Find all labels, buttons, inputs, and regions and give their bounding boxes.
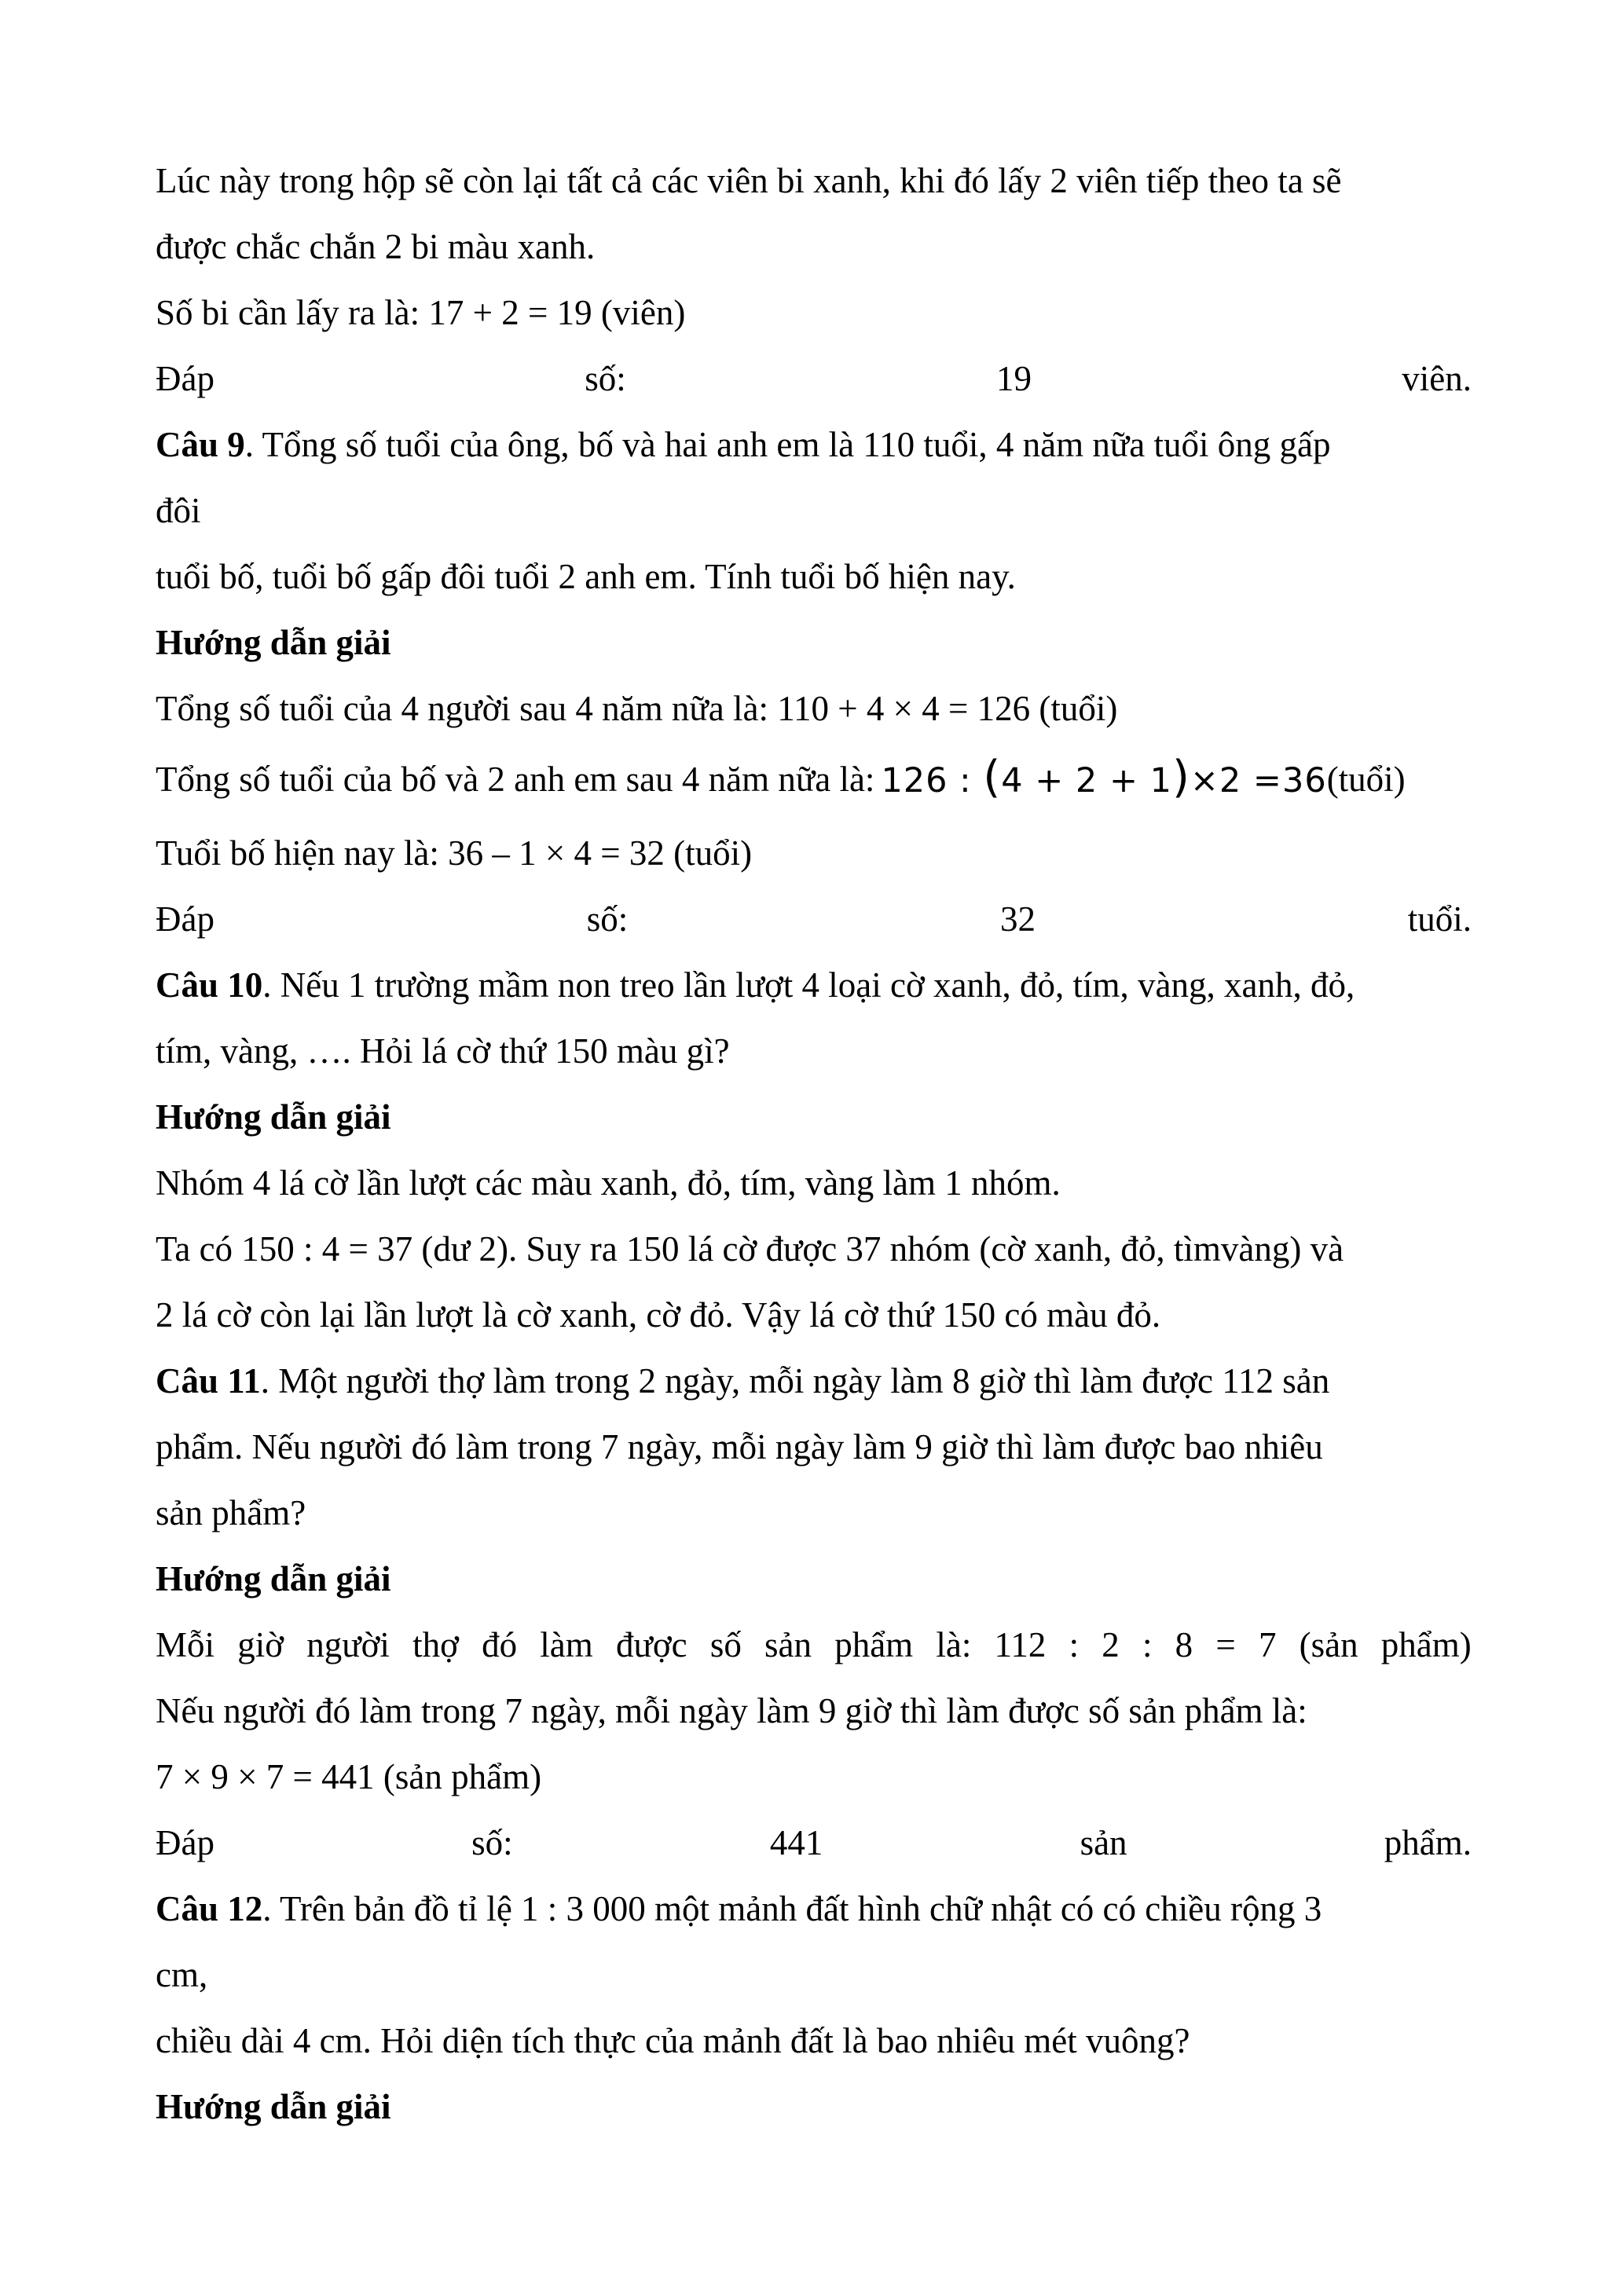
formula-line [156, 742, 1472, 820]
solution-heading: Hướng dẫn giải [156, 1559, 391, 1598]
answer-word: 441 [769, 1823, 823, 1862]
word: (sản [1299, 1625, 1358, 1664]
word: 7 [1258, 1625, 1277, 1664]
word: 2 [1102, 1625, 1120, 1664]
question-label: Câu 9 [156, 425, 245, 464]
paragraph-line: tuổi bố, tuổi bố gấp đôi tuổi 2 anh em. Tính tuổi bố hiện nay. [156, 557, 1016, 596]
word: thợ [412, 1625, 459, 1664]
word: được [615, 1625, 687, 1664]
justified-line [156, 1612, 1472, 1678]
answer-word: Đáp [156, 899, 214, 939]
paragraph-line: Lúc này trong hộp sẽ còn lại tất cả các viên bi xanh, khi đó lấy 2 viên tiếp theo ta sẽ [156, 161, 1342, 200]
question-9 [156, 412, 1472, 478]
solution-heading: Hướng dẫn giải [156, 623, 391, 662]
document-body [156, 148, 1472, 2140]
paragraph-line: Tuổi bố hiện nay là: 36 – 1 × 4 = 32 (tuổi) [156, 833, 753, 873]
answer-word: tuổi. [1407, 899, 1472, 939]
question-label: Câu 12 [156, 1889, 263, 1928]
paragraph-line: Ta có 150 : 4 = 37 (dư 2). Suy ra 150 lá cờ được 37 nhóm (cờ xanh, đỏ, tìmvàng) và [156, 1229, 1344, 1269]
question-text: . Nếu 1 trường mầm non treo lần lượt 4 loại cờ xanh, đỏ, tím, vàng, xanh, đỏ, [262, 965, 1355, 1005]
question-10 [156, 952, 1472, 1018]
paragraph-line: 2 lá cờ còn lại lần lượt là cờ xanh, cờ đỏ. Vậy lá cờ thứ 150 có màu đỏ. [156, 1295, 1161, 1335]
answer-word: số: [586, 899, 629, 939]
formula-part: 4 + 2 + 1 [1001, 761, 1173, 800]
word: người [306, 1625, 390, 1664]
answer-line [156, 346, 1472, 412]
word: : [1069, 1625, 1080, 1664]
answer-line [156, 886, 1472, 952]
formula-paren: ) [1172, 752, 1190, 803]
word: Mỗi [156, 1625, 215, 1664]
word: là: [936, 1625, 972, 1664]
question-text: . Một người thợ làm trong 2 ngày, mỗi ngày làm 8 giờ thì làm được 112 sản [260, 1361, 1330, 1401]
question-text: . Tổng số tuổi của ông, bố và hai anh em là 110 tuổi, 4 năm nữa tuổi ông gấp [244, 425, 1331, 464]
paragraph-line: sản phẩm? [156, 1493, 306, 1532]
formula-lead-text: Tổng số tuổi của bố và 2 anh em sau 4 năm nữa là: [156, 760, 875, 799]
word: : [1142, 1625, 1153, 1664]
paragraph-line: đôi [156, 491, 201, 530]
paragraph-line: cm, [156, 1955, 208, 1994]
paragraph-line: Nhóm 4 lá cờ lần lượt các màu xanh, đỏ, tím, vàng làm 1 nhóm. [156, 1163, 1061, 1203]
question-label: Câu 10 [156, 965, 263, 1005]
paragraph-line: Tổng số tuổi của 4 người sau 4 năm nữa là: 110 + 4 × 4 = 126 (tuổi) [156, 689, 1118, 728]
word: số [709, 1625, 742, 1664]
formula-unit: (tuổi) [1326, 760, 1406, 799]
word: sản [764, 1625, 812, 1664]
word: phẩm [834, 1625, 914, 1664]
paragraph-line: Số bi cần lấy ra là: 17 + 2 = 19 (viên) [156, 293, 686, 332]
question-12 [156, 1876, 1472, 1942]
paragraph-line: được chắc chắn 2 bi màu xanh. [156, 227, 596, 266]
answer-word: sản [1080, 1823, 1127, 1862]
answer-word: Đáp [156, 359, 214, 398]
question-label: Câu 11 [156, 1361, 261, 1401]
solution-heading: Hướng dẫn giải [156, 1097, 391, 1137]
formula-paren: ( [983, 752, 1002, 803]
answer-word: số: [471, 1823, 513, 1862]
formula-part: ×2 =36 [1190, 761, 1327, 800]
question-11 [156, 1348, 1472, 1414]
word: giờ [237, 1625, 284, 1664]
formula-part: 126 : [881, 761, 984, 800]
word: làm [540, 1625, 593, 1664]
paragraph-line: chiều dài 4 cm. Hỏi diện tích thực của mảnh đất là bao nhiêu mét vuông? [156, 2021, 1190, 2060]
answer-line [156, 1810, 1472, 1876]
paragraph-line: Nếu người đó làm trong 7 ngày, mỗi ngày làm 9 giờ thì làm được số sản phẩm là: [156, 1691, 1307, 1730]
question-text: . Trên bản đồ tỉ lệ 1 : 3 000 một mảnh đất hình chữ nhật có có chiều rộng 3 [262, 1889, 1322, 1928]
answer-word: viên. [1402, 359, 1472, 398]
solution-heading: Hướng dẫn giải [156, 2087, 391, 2126]
answer-word: 32 [999, 899, 1036, 939]
word: 112 [994, 1625, 1047, 1664]
word: đó [482, 1625, 518, 1664]
paragraph-line: 7 × 9 × 7 = 441 (sản phẩm) [156, 1757, 542, 1796]
paragraph-line: tím, vàng, …. Hỏi lá cờ thứ 150 màu gì? [156, 1031, 730, 1071]
answer-word: số: [585, 359, 626, 398]
word: = [1215, 1625, 1236, 1664]
answer-word: 19 [996, 359, 1032, 398]
word: phẩm) [1380, 1625, 1472, 1664]
math-formula [881, 754, 1326, 804]
answer-word: Đáp [156, 1823, 214, 1862]
paragraph-line: phẩm. Nếu người đó làm trong 7 ngày, mỗi ngày làm 9 giờ thì làm được bao nhiêu [156, 1427, 1323, 1467]
word: 8 [1175, 1625, 1193, 1664]
answer-word: phẩm. [1384, 1823, 1472, 1862]
